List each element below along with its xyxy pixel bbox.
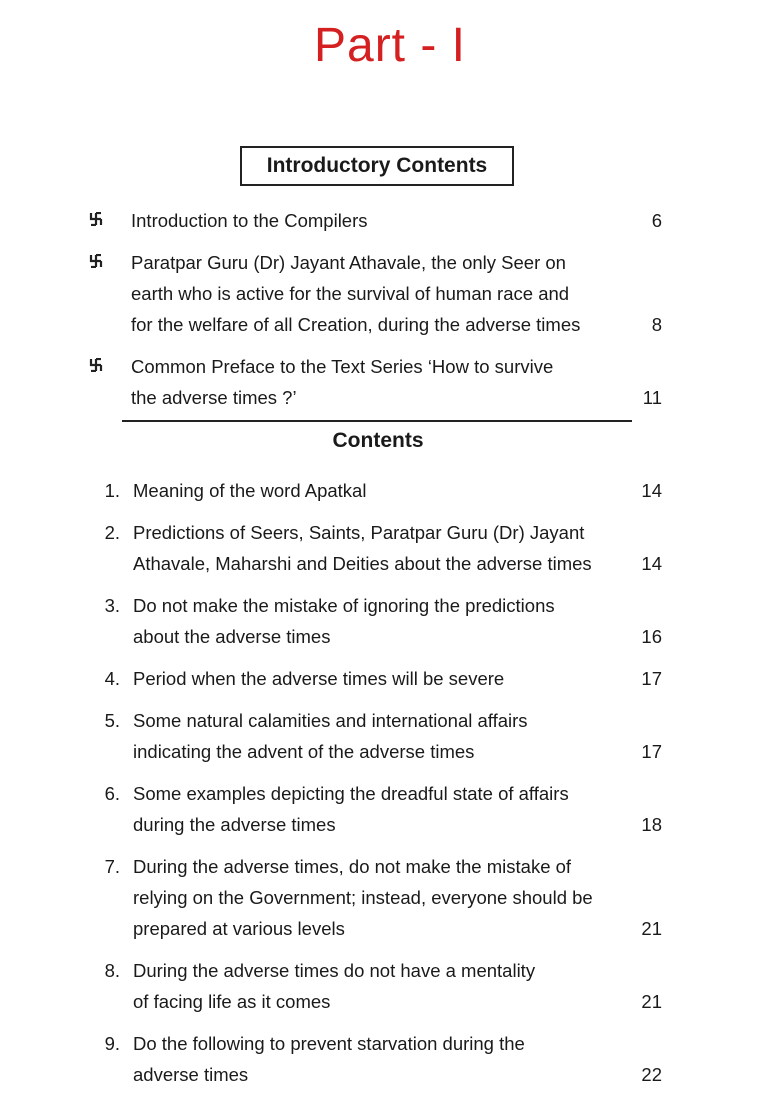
page-number: 16 [641, 626, 662, 647]
entry-text-line [0, 1059, 780, 1090]
entry-text-line [0, 247, 780, 278]
entry-text-line [0, 882, 780, 913]
entry-number: 9. [104, 1033, 120, 1054]
entry-text: Introduction to the Compilers [131, 210, 368, 231]
entry-number: 4. [104, 668, 120, 689]
entry-text-line [0, 955, 780, 986]
toc-entry [0, 351, 780, 413]
part-title: Part - I [313, 19, 467, 72]
page-number: 18 [641, 814, 662, 835]
entry-text: earth who is active for the survival of human race and [131, 283, 570, 304]
entry-text: Paratpar Guru (Dr) Jayant Athavale, the only Seer on [131, 252, 566, 273]
entry-number: 2. [104, 522, 120, 543]
toc-entry [0, 205, 780, 236]
entry-text-line [0, 548, 780, 579]
page-number: 14 [641, 553, 662, 574]
contents-list [0, 475, 780, 1101]
toc-entry [0, 590, 780, 652]
entry-text: During the adverse times, do not make the mistake of [133, 856, 572, 877]
toc-entry [0, 247, 780, 340]
entry-number: 1. [104, 480, 120, 501]
page-number: 22 [641, 1064, 662, 1085]
toc-entry [0, 475, 780, 506]
toc-entry [0, 778, 780, 840]
page-number: 21 [641, 991, 662, 1012]
entry-text-line [0, 663, 780, 694]
entry-text-line [0, 736, 780, 767]
contents-heading: Contents [332, 429, 424, 452]
toc-entry [0, 663, 780, 694]
entry-text: indicating the advent of the adverse times [133, 741, 475, 762]
entry-text-line [0, 278, 780, 309]
entry-number: 8. [104, 960, 120, 981]
entry-text: about the adverse times [133, 626, 331, 647]
toc-entry [0, 517, 780, 579]
entry-text: for the welfare of all Creation, during the adverse times [131, 314, 581, 335]
entry-text-line [0, 517, 780, 548]
entry-text: Do not make the mistake of ignoring the predictions [133, 595, 555, 616]
page-number: 21 [641, 918, 662, 939]
entry-number: 7. [104, 856, 120, 877]
entry-text-line [0, 475, 780, 506]
entry-number: 3. [104, 595, 120, 616]
entry-text-line [0, 913, 780, 944]
entry-text-line [0, 590, 780, 621]
entry-text: Predictions of Seers, Saints, Paratpar Guru (Dr) Jayant [133, 522, 585, 543]
introductory-contents-list [0, 205, 780, 424]
entry-text: adverse times [133, 1064, 249, 1085]
entry-text: the adverse times ?’ [131, 387, 297, 408]
entry-text: prepared at various levels [133, 918, 345, 939]
entry-text: Some examples depicting the dreadful state of affairs [133, 783, 569, 804]
page-number: 17 [641, 668, 662, 689]
entry-text-line [0, 382, 780, 413]
entry-text-line [0, 309, 780, 340]
entry-text: during the adverse times [133, 814, 336, 835]
entry-text: Athavale, Maharshi and Deities about the adverse times [133, 553, 592, 574]
toc-entry [0, 955, 780, 1017]
entry-text: Meaning of the word Apatkal [133, 480, 367, 501]
entry-text-line [0, 351, 780, 382]
toc-entry [0, 705, 780, 767]
page-number: 6 [651, 210, 662, 231]
entry-number: 5. [104, 710, 120, 731]
entry-text-line [0, 778, 780, 809]
entry-text: relying on the Government; instead, everyone should be [133, 887, 593, 908]
introductory-contents-heading: Introductory Contents [240, 146, 514, 186]
entry-text-line [0, 621, 780, 652]
toc-entry [0, 1028, 780, 1090]
entry-number: 6. [104, 783, 120, 804]
divider [122, 420, 632, 422]
page-number: 17 [641, 741, 662, 762]
entry-text: Period when the adverse times will be severe [133, 668, 505, 689]
toc-entry [0, 851, 780, 944]
entry-text: During the adverse times do not have a mentality [133, 960, 536, 981]
entry-text: Common Preface to the Text Series ‘How to survive [131, 356, 554, 377]
entry-text: Do the following to prevent starvation during the [133, 1033, 525, 1054]
entry-text-line [0, 986, 780, 1017]
entry-text-line [0, 705, 780, 736]
entry-text-line [0, 1028, 780, 1059]
entry-text: Some natural calamities and international affairs [133, 710, 528, 731]
entry-text-line [0, 205, 780, 236]
page-number: 8 [651, 314, 662, 335]
entry-text-line [0, 809, 780, 840]
page-number: 11 [642, 387, 662, 408]
entry-text-line [0, 851, 780, 882]
page-number: 14 [641, 480, 662, 501]
entry-text: of facing life as it comes [133, 991, 331, 1012]
